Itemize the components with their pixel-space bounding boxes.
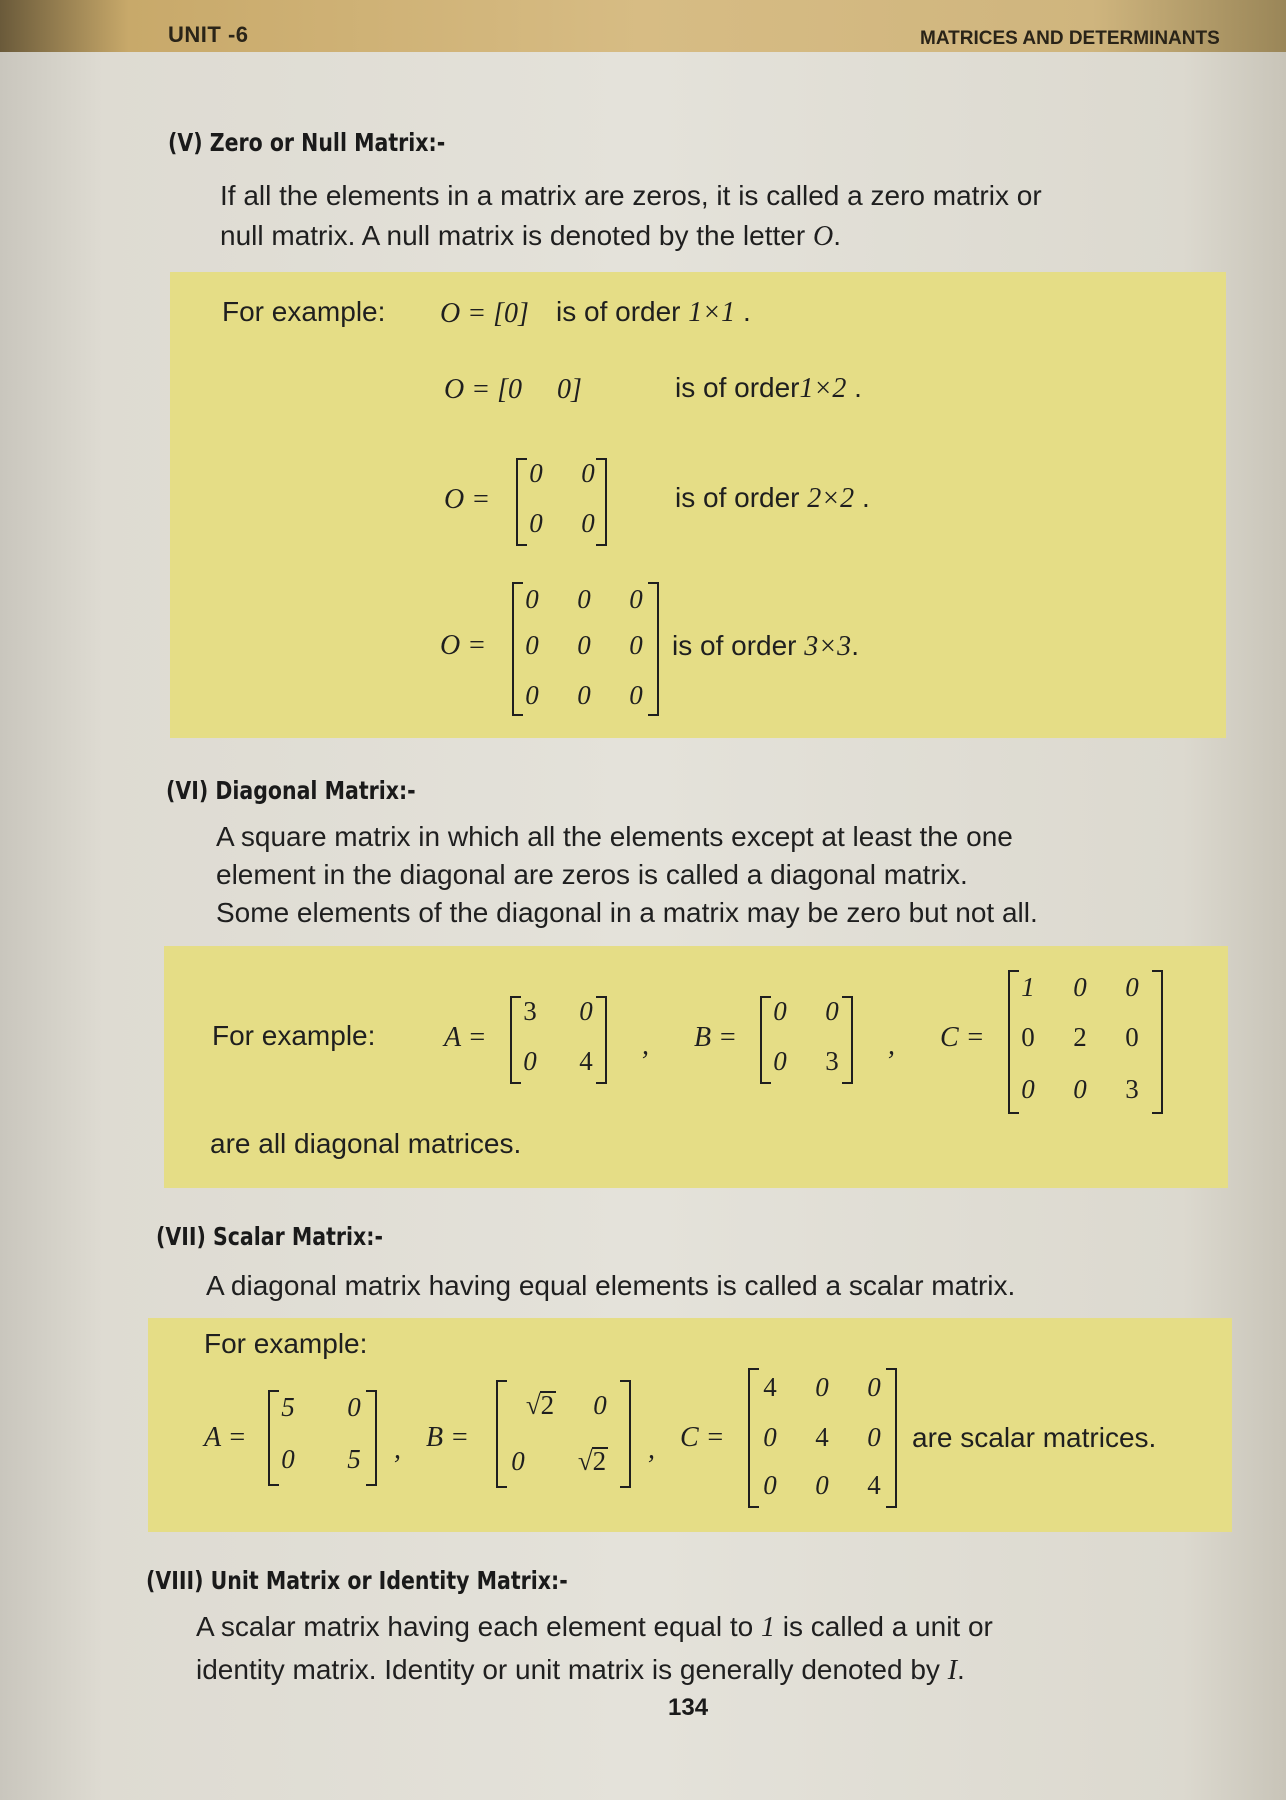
scalar-b-sqrt-cell: √ 2 bbox=[577, 1446, 607, 1476]
diag-b-right-bracket bbox=[842, 996, 853, 1084]
diag-b-cell: 0 bbox=[773, 996, 787, 1026]
zero-m2-cell: 0 bbox=[529, 458, 543, 488]
diag-a-lhs: A = bbox=[444, 1022, 487, 1053]
diag-a-cell: 0 bbox=[579, 996, 593, 1026]
zero-matrix-heading: (V) Zero or Null Matrix:- bbox=[168, 128, 446, 157]
scalar-a-cell: 0 bbox=[347, 1392, 361, 1422]
scalar-c-cell: 0 bbox=[763, 1470, 777, 1500]
zero-ex3-text: is of order 2×2 . bbox=[675, 482, 870, 514]
diag-a-cell: 0 bbox=[523, 1046, 537, 1076]
zero-m3-cell: 0 bbox=[525, 630, 539, 660]
zero-matrix-definition bbox=[220, 176, 1220, 257]
scalar-c-cell: 0 bbox=[867, 1372, 881, 1402]
diag-c-cell: 0 bbox=[1125, 972, 1139, 1002]
unit-def-line-2: identity matrix. Identity or unit matrix is generally denoted by I. bbox=[196, 1654, 965, 1686]
scalar-matrix-heading: (VII) Scalar Matrix:- bbox=[156, 1222, 383, 1251]
diag-b-cell: 0 bbox=[773, 1046, 787, 1076]
scalar-matrix-definition: A diagonal matrix having equal elements is called a scalar matrix. bbox=[206, 1270, 1016, 1301]
diagonal-example-label: For example: bbox=[212, 1020, 376, 1051]
zero-m3-cell: 0 bbox=[629, 584, 643, 614]
scalar-b-cell: 0 bbox=[593, 1390, 607, 1420]
zero-m3-cell: 0 bbox=[525, 584, 539, 614]
zero-m3-cell: 0 bbox=[577, 680, 591, 710]
scalar-c-lhs: C = bbox=[680, 1422, 725, 1453]
diagonal-def-line-3: Some elements of the diagonal in a matrix may be zero but not all. bbox=[216, 897, 1038, 928]
scalar-a-cell: 5 bbox=[347, 1444, 361, 1474]
scalar-b-sqrt-cell: √ 2 bbox=[525, 1390, 555, 1420]
diag-c-cell: 0 bbox=[1021, 1074, 1035, 1104]
scalar-b-cell: 0 bbox=[511, 1446, 525, 1476]
zero-m3-cell: 0 bbox=[525, 680, 539, 710]
diag-comma: , bbox=[888, 1030, 895, 1061]
chapter-header: MATRICES AND DETERMINANTS bbox=[920, 28, 1220, 49]
scalar-example-label: For example: bbox=[204, 1328, 368, 1359]
unit-header: UNIT -6 bbox=[168, 22, 249, 47]
scalar-a-cell: 0 bbox=[281, 1444, 295, 1474]
scalar-comma: , bbox=[648, 1434, 655, 1465]
diagonal-matrix-definition bbox=[216, 818, 1216, 932]
zero-ex2-text: is of order1×2 . bbox=[675, 372, 862, 404]
scalar-b-right-bracket bbox=[620, 1380, 631, 1488]
scalar-c-cell: 0 bbox=[815, 1372, 829, 1402]
scalar-a-lhs: A = bbox=[204, 1422, 247, 1453]
diag-c-right-bracket bbox=[1152, 970, 1163, 1114]
diag-c-cell: 3 bbox=[1125, 1074, 1139, 1104]
diag-a-right-bracket bbox=[596, 996, 607, 1084]
diag-c-cell: 0 bbox=[1073, 972, 1087, 1002]
zero-m2-cell: 0 bbox=[581, 458, 595, 488]
zero-m2-cell: 0 bbox=[581, 508, 595, 538]
zero-ex4-lhs: O = bbox=[440, 630, 487, 661]
scalar-c-cell: 0 bbox=[867, 1422, 881, 1452]
unit-matrix-heading: (VIII) Unit Matrix or Identity Matrix:- bbox=[146, 1566, 568, 1595]
diag-b-cell: 3 bbox=[825, 1046, 839, 1076]
diag-b-cell: 0 bbox=[825, 996, 839, 1026]
diag-c-cell: 2 bbox=[1073, 1022, 1087, 1052]
zero-m2-cell: 0 bbox=[529, 508, 543, 538]
zero-m3-cell: 0 bbox=[577, 584, 591, 614]
diag-a-cell: 3 bbox=[523, 996, 537, 1026]
scalar-c-right-bracket bbox=[886, 1368, 897, 1508]
zero-m2-right-bracket bbox=[596, 458, 607, 546]
diagonal-example-footer: are all diagonal matrices. bbox=[210, 1128, 522, 1159]
scalar-b-lhs: B = bbox=[426, 1422, 469, 1453]
zero-example-label: For example: bbox=[222, 296, 386, 327]
zero-ex2-lhs: O = [0 0] bbox=[444, 374, 582, 405]
zero-def-line-2: null matrix. A null matrix is denoted by the letter O. bbox=[220, 220, 841, 252]
diag-c-lhs: C = bbox=[940, 1022, 985, 1053]
zero-m3-right-bracket bbox=[648, 582, 659, 716]
scalar-c-cell: 4 bbox=[867, 1470, 881, 1500]
diag-c-cell: 0 bbox=[1125, 1022, 1139, 1052]
zero-ex3-lhs: O = bbox=[444, 484, 491, 515]
diagonal-matrix-heading: (VI) Diagonal Matrix:- bbox=[166, 776, 416, 805]
diag-comma: , bbox=[642, 1030, 649, 1061]
scalar-example-footer: are scalar matrices. bbox=[912, 1422, 1157, 1453]
zero-m3-cell: 0 bbox=[629, 680, 643, 710]
scalar-c-cell: 4 bbox=[763, 1372, 777, 1402]
zero-m3-cell: 0 bbox=[577, 630, 591, 660]
scalar-c-cell: 4 bbox=[815, 1422, 829, 1452]
diag-c-cell: 0 bbox=[1021, 1022, 1035, 1052]
diagonal-def-line-2: element in the diagonal are zeros is called a diagonal matrix. bbox=[216, 859, 968, 890]
page-number: 134 bbox=[668, 1694, 709, 1721]
zero-def-line-1: If all the elements in a matrix are zeros, it is called a zero matrix or bbox=[220, 180, 1042, 211]
scalar-a-cell: 5 bbox=[281, 1392, 295, 1422]
scalar-c-cell: 0 bbox=[763, 1422, 777, 1452]
diag-c-cell: 1 bbox=[1021, 972, 1035, 1002]
zero-m3-cell: 0 bbox=[629, 630, 643, 660]
diagonal-def-line-1: A square matrix in which all the elements except at least the one bbox=[216, 821, 1013, 852]
diag-a-cell: 4 bbox=[579, 1046, 593, 1076]
zero-ex1-lhs: O = [0] bbox=[440, 298, 529, 329]
unit-matrix-definition bbox=[196, 1606, 1256, 1692]
zero-ex1-text: is of order 1×1 . bbox=[556, 296, 751, 328]
scalar-comma: , bbox=[394, 1434, 401, 1465]
diag-b-lhs: B = bbox=[694, 1022, 737, 1053]
unit-def-line-1: A scalar matrix having each element equal to 1 is called a unit or bbox=[196, 1611, 993, 1643]
zero-ex4-text: is of order 3×3. bbox=[672, 630, 859, 662]
scalar-c-cell: 0 bbox=[815, 1470, 829, 1500]
scalar-a-right-bracket bbox=[366, 1390, 377, 1486]
diag-c-cell: 0 bbox=[1073, 1074, 1087, 1104]
